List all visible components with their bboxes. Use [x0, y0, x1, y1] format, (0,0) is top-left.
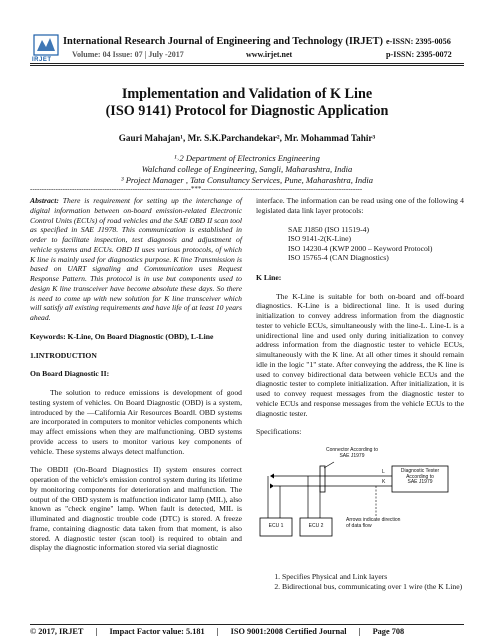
- list-item: 2. Bidirectional bus, communicating over 1 wire (the K Line): [282, 582, 464, 592]
- arrows-legend: [346, 518, 400, 529]
- irjet-logo-icon: [33, 34, 59, 56]
- footer-copyright: © 2017, IRJET: [30, 627, 84, 636]
- paper-title-line-2: (ISO 9141) Protocol for Diagnostic Application: [105, 103, 389, 119]
- page-footer: [30, 627, 464, 636]
- authors: Gauri Mahajan¹, Mr. S.K.Parchandekar², Mr. Mohammad Tahir³: [118, 133, 376, 143]
- subsection-heading-kline: K Line:: [256, 272, 282, 282]
- logo-text: IRJET: [32, 57, 52, 63]
- affiliation-3: ³ Project Manager , Tata Consultancy Services, Pune, Maharashtra, India: [121, 175, 373, 185]
- specification-list: [256, 572, 464, 592]
- footer-rule: [30, 624, 464, 625]
- list-item: 1. Specifies Physical and Link layers: [282, 572, 464, 582]
- left-column: [30, 196, 242, 562]
- abstract-label: Abstract:: [30, 196, 59, 205]
- subsection-heading-obd: On Board Diagnostic II:: [30, 369, 110, 379]
- tester-label: [393, 469, 447, 486]
- tester-label-text: Diagnostic Tester According to SAE J1979: [400, 468, 440, 486]
- connector-label-text: Connector According to SAE J1979: [326, 447, 378, 459]
- footer-impact-factor: Impact Factor value: 5.181: [109, 627, 205, 636]
- list-item: SAE J1850 (ISO 11519-4): [288, 224, 370, 234]
- line-k-label: K: [382, 479, 386, 486]
- affiliation-2: Walchand college of Engineering, Sangli, Maharashtra, India: [141, 164, 353, 174]
- volume-issue: Volume: 04 Issue: 07 | July -2017: [72, 50, 184, 59]
- list-item: ISO 14230-4 (KWP 2000 – Keyword Protocol): [288, 243, 433, 253]
- pissn: p-ISSN: 2395-0072: [386, 50, 452, 59]
- l-line-arrow: [270, 474, 274, 479]
- connector-pointer: [324, 462, 334, 468]
- connector-label: [326, 448, 378, 459]
- keywords: Keywords: K-Line, On Board Diagnostic (OBD), L-Line: [30, 331, 214, 341]
- protocol-list: [288, 225, 464, 263]
- k-line-arrow: [270, 484, 274, 489]
- ecu1-label: ECU 1: [268, 523, 284, 530]
- arrows-legend-text: Arrows indicate direction of data flow: [346, 517, 401, 529]
- separator: ---------------------------------------------------------------------***---------------------------------------------------------------------: [30, 185, 363, 193]
- eissn: e-ISSN: 2395-0056: [386, 37, 451, 46]
- abstract-text: There is requirement for setting up the interchange of digital information between on-board emission-related Electronic Control Units (ECUs) of road vehicles and the SAE OBD II scan tool as specified in SAE J1978. This communication is established in order to facilitate inspection, test diagnosis and adjustment of vehicle systems and ECUs. OBD II uses various protocols, of which K line is mainly used for diagnostics purpose. K line Transmission is based on UART signaling and Communication uses Request Response Pattern. This protocol is in use but components used to design K line transceiver have become absolute these days. So there is need to come up with new solution for K line transceiver which will satisfy all existing requirements and have life of at least 10 years ahead.: [30, 196, 242, 322]
- footer-divider: |: [95, 627, 98, 636]
- footer-page-number: Page 708: [372, 627, 405, 636]
- affiliation-1: ¹˒2 Department of Electronics Engineering: [174, 153, 320, 163]
- spec-heading: Specifications:: [256, 427, 302, 437]
- paragraph: The K-Line is suitable for both on-board and off-board diagnostics. K-Line is a bidirectional line. It is used during initialization to convey address information from the diagnostic tester to vehicle ECUs, simultaneously with the line-L. Line-L is a unidirectional line and used only during initialization to convey address information from the diagnostic tester to vehicle ECUs, simultaneously with the K line. At all other times it should remain idle in the logic "1" state. After conveying the address, the K line is used to convey bidirectional data between vehicle ECUs and the diagnostic tester to complete initialization. After initialization, it is used to convey request messages from the diagnostic tester to vehicle ECUs and response messages from the vehicle ECUs to the diagnostic tester.: [256, 291, 464, 418]
- right-column: [256, 196, 464, 592]
- journal-name: International Research Journal of Engineering and Technology (IRJET): [63, 36, 383, 47]
- connector-block: [320, 466, 325, 492]
- list-item: ISO 15765-4 (CAN Diagnostics): [288, 253, 389, 263]
- kline-diagram-svg: [256, 446, 464, 564]
- header-rule-thin: [30, 65, 464, 66]
- paragraph: The solution to reduce emissions is development of good testing system of vehicles. On Board Diagnostic (OBD) is a system, introduced by the —California Air Resources Board‖. OBD systems are incorporated in computers to monitor vehicles components which may affect emissions when they are malfunctioning. OBD systems provide access to users to monitor various key components of vehicle. These systems always detect malfunction.: [30, 388, 242, 456]
- abstract: [30, 196, 242, 323]
- section-heading-introduction: 1.INTRODUCTION: [30, 350, 97, 360]
- paper-title-line-1: Implementation and Validation of K Line: [121, 86, 373, 102]
- footer-divider: |: [216, 627, 219, 636]
- page-header: [0, 0, 495, 70]
- header-rule: [30, 63, 464, 64]
- paragraph: interface. The information can be read using one of the following 4 legislated data link layer protocols:: [256, 196, 464, 215]
- website-link[interactable]: www.irjet.net: [246, 50, 293, 59]
- footer-iso: ISO 9001:2008 Certified Journal: [230, 627, 347, 636]
- line-l-label: L: [382, 469, 385, 476]
- ecu2-label: ECU 2: [308, 523, 324, 530]
- kline-diagram: [256, 446, 464, 564]
- list-item: ISO 9141-2(K-Line): [288, 234, 352, 244]
- paragraph: The OBDII (On-Board Diagnostics II) system ensures correct operation of the vehicle's emission control system during its lifetime by monitoring components for deterioration and malfunction. The output of the OBD system is malfunction indicator lamp (MIL), also known as "check engine" lamp. When fault is detected, MIL is illuminated and diagnostic trouble code (DTC) is stored. A freeze frame, containing diagnostic data taken from that moment, is also stored. A diagnostic tester (scan tool) is required to obtain and display the diagnostic information stored via serial diagnostic: [30, 465, 242, 553]
- footer-divider: |: [358, 627, 361, 636]
